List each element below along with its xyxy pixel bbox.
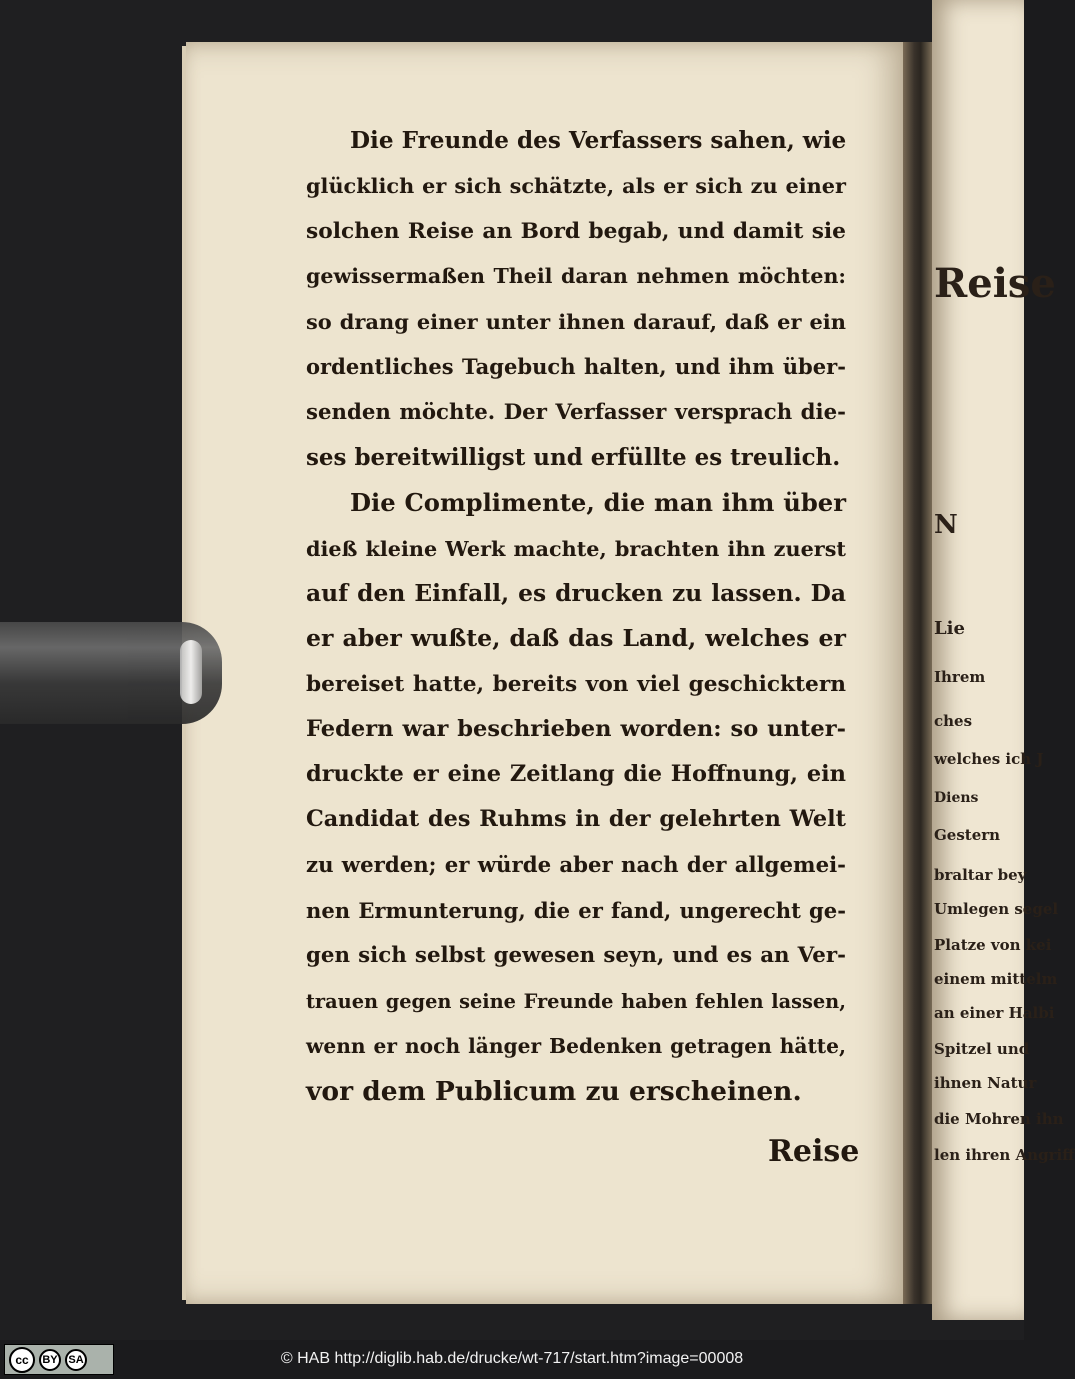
text-line: gen sich selbst gewesen seyn, und es an Ver- bbox=[306, 943, 846, 969]
right-page-fragment: ihnen Natur bbox=[934, 1074, 1037, 1092]
text-line: Die Freunde des Verfassers sahen, wie bbox=[350, 127, 847, 154]
footer-bar bbox=[0, 1340, 1024, 1379]
right-page bbox=[932, 0, 1075, 1320]
right-page-fragment: die Mohren ihn bbox=[934, 1110, 1064, 1128]
right-page-fragment: Spitzel und bbox=[934, 1040, 1030, 1058]
text-line: druckte er eine Zeitlang die Hoffnung, ein bbox=[306, 761, 846, 788]
credit-text: © HAB http://diglib.hab.de/drucke/wt-717/start.htm?image=00008 bbox=[280, 1350, 744, 1367]
right-page-fragment: Ihrem bbox=[934, 668, 986, 686]
text-line: senden möchte. Der Verfasser versprach die- bbox=[306, 399, 846, 425]
text-line: glücklich er sich schätzte, als er sich zu einer bbox=[306, 173, 846, 199]
text-line: er aber wußte, daß das Land, welches er bbox=[306, 624, 846, 653]
text-line: trauen gegen seine Freunde haben fehlen lassen, bbox=[306, 989, 846, 1013]
right-page-fragment: ches bbox=[934, 712, 973, 730]
sa-icon: SA bbox=[65, 1349, 87, 1371]
text-line: Federn war beschrieben worden: so unter- bbox=[306, 715, 846, 742]
right-page-fragment: braltar bey bbox=[934, 866, 1027, 884]
right-page-fragment: len ihren Angriff bbox=[934, 1146, 1075, 1164]
text-line: gewissermaßen Theil daran nehmen möchten: bbox=[306, 263, 846, 288]
right-page-fragment: N bbox=[934, 510, 958, 540]
right-page-fragment: Umlegen segel bbox=[934, 900, 1059, 918]
right-page-fragment: einem mittelm bbox=[934, 970, 1058, 988]
book-gutter bbox=[903, 42, 935, 1304]
text-line: Die Complimente, die man ihm über bbox=[350, 488, 846, 518]
right-page-fragment: Diens bbox=[934, 790, 979, 806]
right-page-fragment: Lie bbox=[934, 618, 965, 639]
page-text bbox=[306, 118, 846, 1115]
text-line: bereiset hatte, bereits von viel geschicktern bbox=[306, 671, 846, 697]
glass-page-weight bbox=[0, 622, 222, 724]
right-page-fragment: an einer Halbi bbox=[934, 1004, 1055, 1022]
paragraph bbox=[306, 118, 846, 480]
text-line: ses bereitwilligst und erfüllte es treulich. bbox=[306, 444, 841, 472]
text-line: auf den Einfall, es drucken zu lassen. Da bbox=[306, 578, 846, 607]
right-page-fragment: welches ich J bbox=[934, 750, 1044, 768]
glass-highlight bbox=[180, 640, 202, 704]
text-line: dieß kleine Werk machte, brachten ihn zuerst bbox=[306, 535, 846, 561]
paragraph bbox=[306, 480, 846, 1114]
text-line: wenn er noch länger Bedenken getragen hätte, bbox=[306, 1033, 846, 1058]
text-line: nen Ermunterung, die er fand, ungerecht ge- bbox=[306, 898, 846, 924]
text-line: solchen Reise an Bord begab, und damit sie bbox=[306, 218, 846, 244]
text-line: zu werden; er würde aber nach der allgemei- bbox=[306, 852, 846, 878]
by-icon: BY bbox=[39, 1349, 61, 1371]
right-page-fragment: Platze von kei bbox=[934, 936, 1052, 954]
text-line: Candidat des Ruhms in der gelehrten Welt bbox=[306, 806, 846, 833]
cc-icon: cc bbox=[9, 1347, 35, 1373]
right-page-fragment: Reise bbox=[934, 260, 1056, 307]
right-page-fragment: Gestern bbox=[934, 826, 1001, 844]
text-line: vor dem Publicum zu erscheinen. bbox=[306, 1076, 802, 1108]
text-line: so drang einer unter ihnen darauf, daß er ein bbox=[306, 309, 846, 335]
text-line: ordentliches Tagebuch halten, und ihm über- bbox=[306, 354, 846, 380]
catchword: Reise bbox=[768, 1134, 860, 1169]
